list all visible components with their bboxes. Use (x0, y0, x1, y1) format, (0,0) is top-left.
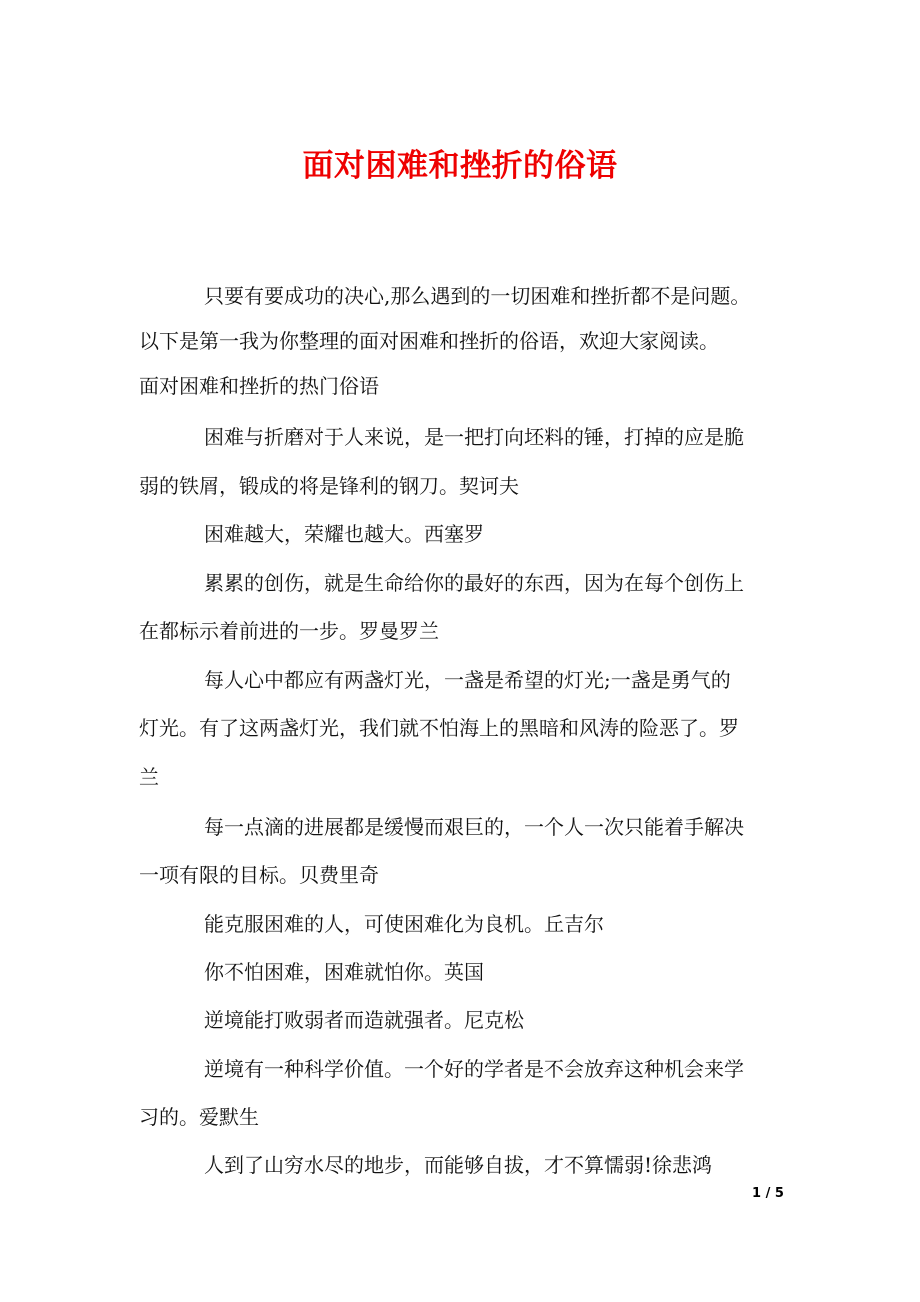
page-number: 1 / 5 (752, 1186, 784, 1201)
paragraph-line: 兰 (139, 765, 159, 789)
paragraph-line: 逆境能打败弱者而造就强者。尼克松 (204, 1008, 524, 1032)
paragraph-line: 能克服困难的人，可使困难化为良机。丘吉尔 (204, 912, 604, 936)
paragraph-line: 面对困难和挫折的热门俗语 (139, 374, 379, 398)
paragraph-line: 弱的铁屑，锻成的将是锋利的钢刀。契诃夫 (139, 474, 519, 498)
paragraph-line: 每人心中都应有两盏灯光，一盏是希望的灯光;一盏是勇气的 (204, 668, 731, 692)
paragraph-line: 以下是第一我为你整理的面对困难和挫折的俗语，欢迎大家阅读。 (139, 329, 719, 353)
paragraph-line: 灯光。有了这两盏灯光，我们就不怕海上的黑暗和风涛的险恶了。罗 (139, 716, 739, 740)
paragraph-line: 在都标示着前进的一步。罗曼罗兰 (139, 619, 439, 643)
paragraph-line: 困难与折磨对于人来说，是一把打向坯料的锤，打掉的应是脆 (204, 425, 744, 449)
paragraph-line: 一项有限的目标。贝费里奇 (139, 863, 379, 887)
paragraph-line: 困难越大，荣耀也越大。西塞罗 (204, 522, 484, 546)
paragraph-line: 人到了山穷水尽的地步，而能够自拔，才不算懦弱!徐悲鸿 (204, 1153, 713, 1177)
paragraph-line: 习的。爱默生 (139, 1105, 259, 1129)
paragraph-line: 你不怕困难，困难就怕你。英国 (204, 960, 484, 984)
paragraph-line: 逆境有一种科学价值。一个好的学者是不会放弃这种机会来学 (204, 1057, 744, 1081)
document-title: 面对困难和挫折的俗语 (302, 148, 618, 184)
paragraph-line: 每一点滴的进展都是缓慢而艰巨的，一个人一次只能着手解决 (204, 815, 744, 839)
paragraph-line: 累累的创伤，就是生命给你的最好的东西，因为在每个创伤上 (204, 571, 744, 595)
paragraph-line: 只要有要成功的决心,那么遇到的一切困难和挫折都不是问题。 (204, 284, 751, 308)
